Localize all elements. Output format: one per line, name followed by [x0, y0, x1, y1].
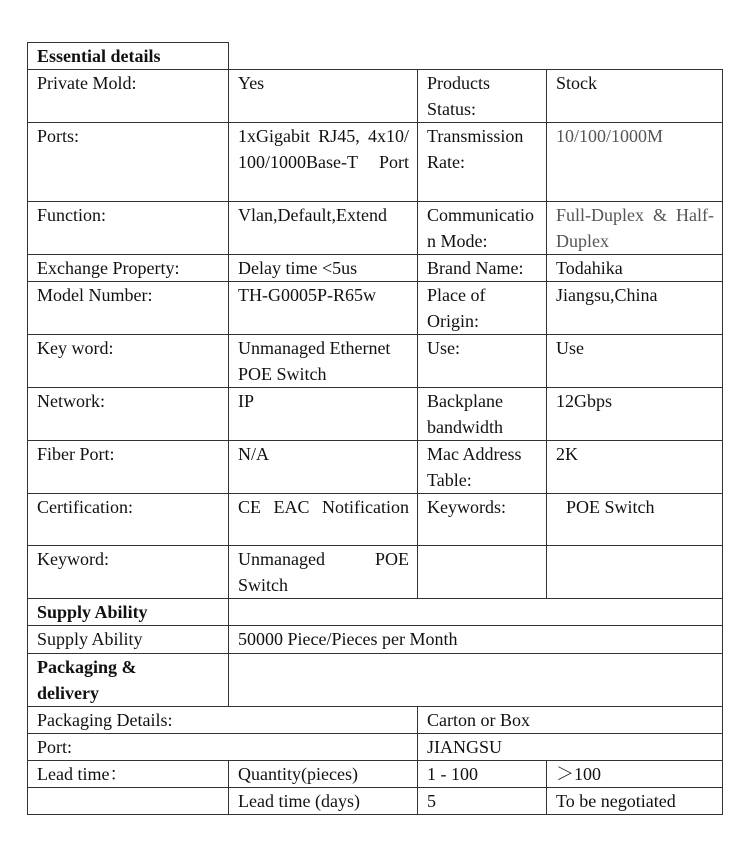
- section-heading-packaging: Packaging & delivery: [28, 654, 229, 707]
- label: Exchange Property:: [28, 255, 229, 282]
- value: 12Gbps: [547, 388, 723, 441]
- value: Delay time <5us: [229, 255, 418, 282]
- value: Jiangsu,China: [547, 282, 723, 335]
- value: [547, 546, 723, 599]
- value: 50000 Piece/Pieces per Month: [229, 626, 723, 654]
- product-spec-table: [27, 42, 723, 815]
- empty-cell: [229, 654, 723, 707]
- label: Port:: [28, 734, 418, 761]
- label: Network:: [28, 388, 229, 441]
- value: To be negotiated: [547, 788, 723, 815]
- value: Todahika: [547, 255, 723, 282]
- value: ＞100: [547, 761, 723, 788]
- value: Unmanaged POE Switch: [229, 546, 418, 599]
- value: CE EAC Notification: [229, 494, 418, 546]
- value: 1xGigabit RJ45, 4x10/100/1000Base-T Port: [229, 123, 418, 202]
- label: Function:: [28, 202, 229, 255]
- label: Brand Name:: [418, 255, 547, 282]
- label: Lead time (days): [229, 788, 418, 815]
- label: Fiber Port:: [28, 441, 229, 494]
- label: Backplane bandwidth: [418, 388, 547, 441]
- value: Stock: [547, 70, 723, 123]
- value: Full-Duplex & Half-Duplex: [547, 202, 723, 255]
- empty-cell: [28, 788, 229, 815]
- section-heading-supply: Supply Ability: [28, 599, 229, 626]
- label: Communication Mode:: [418, 202, 547, 255]
- value: TH-G0005P-R65w: [229, 282, 418, 335]
- label: Transmission Rate:: [418, 123, 547, 202]
- value: Unmanaged Ethernet POE Switch: [229, 335, 418, 388]
- value: Use: [547, 335, 723, 388]
- label: Certification:: [28, 494, 229, 546]
- label: Model Number:: [28, 282, 229, 335]
- value: POE Switch: [547, 494, 723, 546]
- label: Place of Origin:: [418, 282, 547, 335]
- label: Products Status:: [418, 70, 547, 123]
- label: Private Mold:: [28, 70, 229, 123]
- label: Packaging Details:: [28, 707, 418, 734]
- label: Keywords:: [418, 494, 547, 546]
- value: Carton or Box: [418, 707, 723, 734]
- label: Mac Address Table:: [418, 441, 547, 494]
- value: IP: [229, 388, 418, 441]
- value: 2K: [547, 441, 723, 494]
- label: Supply Ability: [28, 626, 229, 654]
- value: 5: [418, 788, 547, 815]
- value: 1 - 100: [418, 761, 547, 788]
- value: Vlan,Default,Extend: [229, 202, 418, 255]
- empty-cell: [229, 599, 723, 626]
- section-heading-essential: Essential details: [28, 43, 229, 70]
- empty-cell: [229, 43, 723, 70]
- label: Use:: [418, 335, 547, 388]
- value: JIANGSU: [418, 734, 723, 761]
- label: Ports:: [28, 123, 229, 202]
- value: Yes: [229, 70, 418, 123]
- value: 10/100/1000M: [547, 123, 723, 202]
- label: Quantity(pieces): [229, 761, 418, 788]
- label: Key word:: [28, 335, 229, 388]
- label: Lead time：: [28, 761, 229, 788]
- value: N/A: [229, 441, 418, 494]
- label: [418, 546, 547, 599]
- label: Keyword:: [28, 546, 229, 599]
